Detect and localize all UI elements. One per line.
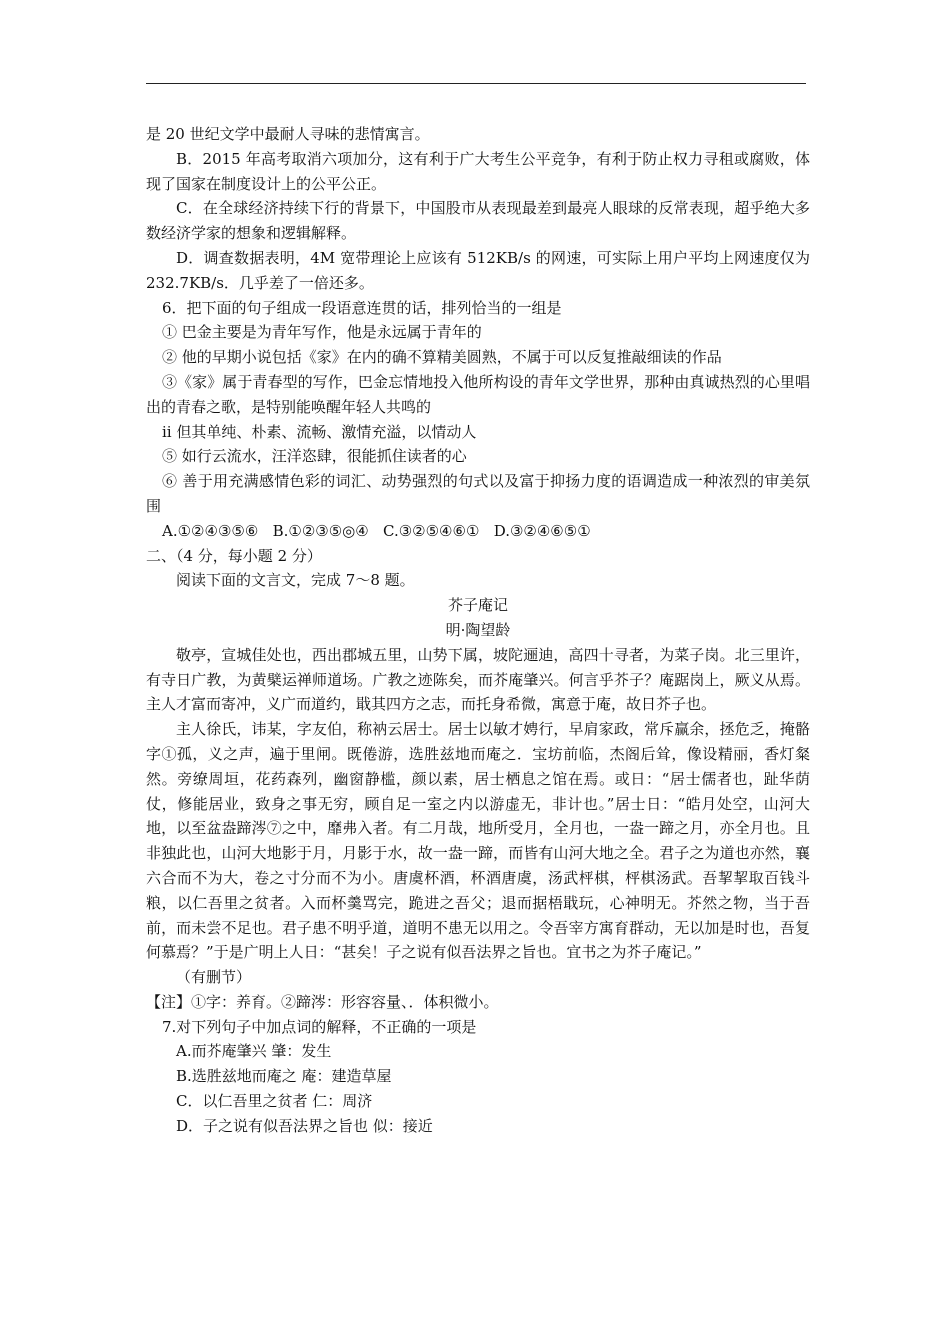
annotation [146, 990, 810, 1015]
sentence-6: ⑥ 善于用充满感情色彩的词汇、动势强烈的句式以及富于抑扬力度的语调造成一种浓烈的审美氛围 [146, 472, 810, 515]
question-6-options: A.①②④③⑤⑥ B.①②③⑤◎④ C.③②⑤④⑥① D.③②④⑥⑤① [162, 521, 591, 540]
paragraph-option-a-tail: 是 20 世纪文学中最耐人寻味的悲情寓言。 [146, 125, 430, 143]
paragraph-option-c: C．在全球经济持续下行的背景下，中国股市从表现最差到最亮人眼球的反常表现，超乎绝大多数经济学家的想象和逻辑解释。 [146, 199, 810, 243]
question-7-option-a: A.而芥庵肇兴 肇：发生 [176, 1042, 332, 1061]
document-body [146, 122, 810, 1139]
essay-paragraph-2: 主人徐氏，讳某，字友伯，称衲云居士。居士以敏才娉行，早肩家政，常斥赢余，拯危乏，掩骼字①孤，义之声，遍于里闸。既倦游，选胜兹地而庵之．宝坊前临，杰阁后耸，像设精丽，香灯粲然。旁缭周垣，花药森列，幽窗静槛，颜以素，居士栖息之馆在焉。或日：“居士儒者也，趾华荫仗，修能居业，致身之事无穷，顾自足一室之内以游虚无，非计也。”居士日：“皓月处空，山河大地，以至盆盎蹄涔⑦之中，靡弗入者。有二月哉，地所受月，全月也，一盎一蹄之月，亦全月也。且非独此也，山河大地影于月，月影于水，故一盎一蹄，而皆有山河大地之全。君子之为道也亦然，襄六合而不为大，卷之寸分而不为小。唐虞杯酒，杯酒唐虞，汤武枰棋，枰棋汤武。吾挈挈取百钱斗粮，以仁吾里之贫者。入而杯羹骂完，跪进之吾父；退而据梧戢玩，心神明无。芥然之物，当于吾前，而未尝不足也。君子患不明乎道，道明不患无以用之。令吾宰方寓育群动，无以加是时也，吾复何慕焉？”于是广明上人日：“甚矣！子之说有似吾法界之旨也。宜书之为芥子庵记。” [146, 720, 810, 962]
essay-paragraph-1: 敬亭，宣城佳处也，西出郡城五里，山势下属，坡陀逦迪，高四十寻者，为菜子岗。北三里许，有寺日广教，为黄檗运禅师道场。广教之迹陈矣，而芥庵肇兴。何言乎芥子？庵踞岗上，厥义从焉。主人才富而寄冲，义广而道约，戢其四方之志，而托身希微，寓意于庵，故日芥子也。 [146, 645, 810, 714]
question-6: 6．把下面的句子组成一段语意连贯的话，排列恰当的一组是 [162, 298, 562, 317]
question-7: 7.对下列句子中加点词的解释，不正确的一项是 [162, 1017, 477, 1036]
sentence-3: ③《家》属于青春型的写作，巴金忘情地投入他所构设的青年文学世界，那种由真诚热烈的心里唱出的青春之歌，是特别能唤醒年轻人共鸣的 [146, 372, 810, 416]
paragraph-option-b: B．2015 年高考取消六项加分，这有利于广大考生公平竞争，有利于防止权力寻租或腐败，体现了国家在制度设计上的公平公正。 [146, 149, 810, 193]
question-7-option-b: B.选胜兹地而庵之 庵：建造草屋 [176, 1067, 392, 1086]
essay-title: 芥子庵记 [447, 596, 508, 615]
sentence-4: ⅱ 但其单纯、朴素、流畅、激情充溢，以情动人 [162, 422, 477, 441]
section-2-heading: 二、（4 分，每小题 2 分） [146, 546, 322, 565]
header-rule [146, 83, 806, 84]
essay-author: 明·陶望龄 [445, 620, 511, 639]
annotation-tag: 【注】 [146, 992, 192, 1011]
paragraph-option-d: D．调查数据表明，4M 宽带理论上应该有 512KB/s 的网速，可实际上用户平均上网速度仅为 232.7KB/s．几乎差了一倍还多。 [146, 248, 810, 292]
sentence-1: ① 巴金主要是为青年写作，他是永远属于青年的 [162, 323, 482, 342]
annotation-text: ①字：养育。②蹄涔：形容容量、．体积微小。 [191, 992, 499, 1011]
abridged-note: （有删节） [176, 968, 252, 987]
sentence-5: ⑤ 如行云流水，汪洋恣肆，很能抓住读者的心 [162, 447, 467, 466]
question-7-option-d: D．子之说有似吾法界之旨也 似：接近 [176, 1116, 433, 1135]
sentence-2: ② 他的早期小说包括《家》在内的确不算精美圆熟，不属于可以反复推敲细读的作品 [162, 348, 722, 367]
reading-instruction: 阅读下面的文言文，完成 7～8 题。 [176, 571, 415, 590]
question-7-option-c: C．以仁吾里之贫者 仁：周济 [176, 1092, 373, 1111]
